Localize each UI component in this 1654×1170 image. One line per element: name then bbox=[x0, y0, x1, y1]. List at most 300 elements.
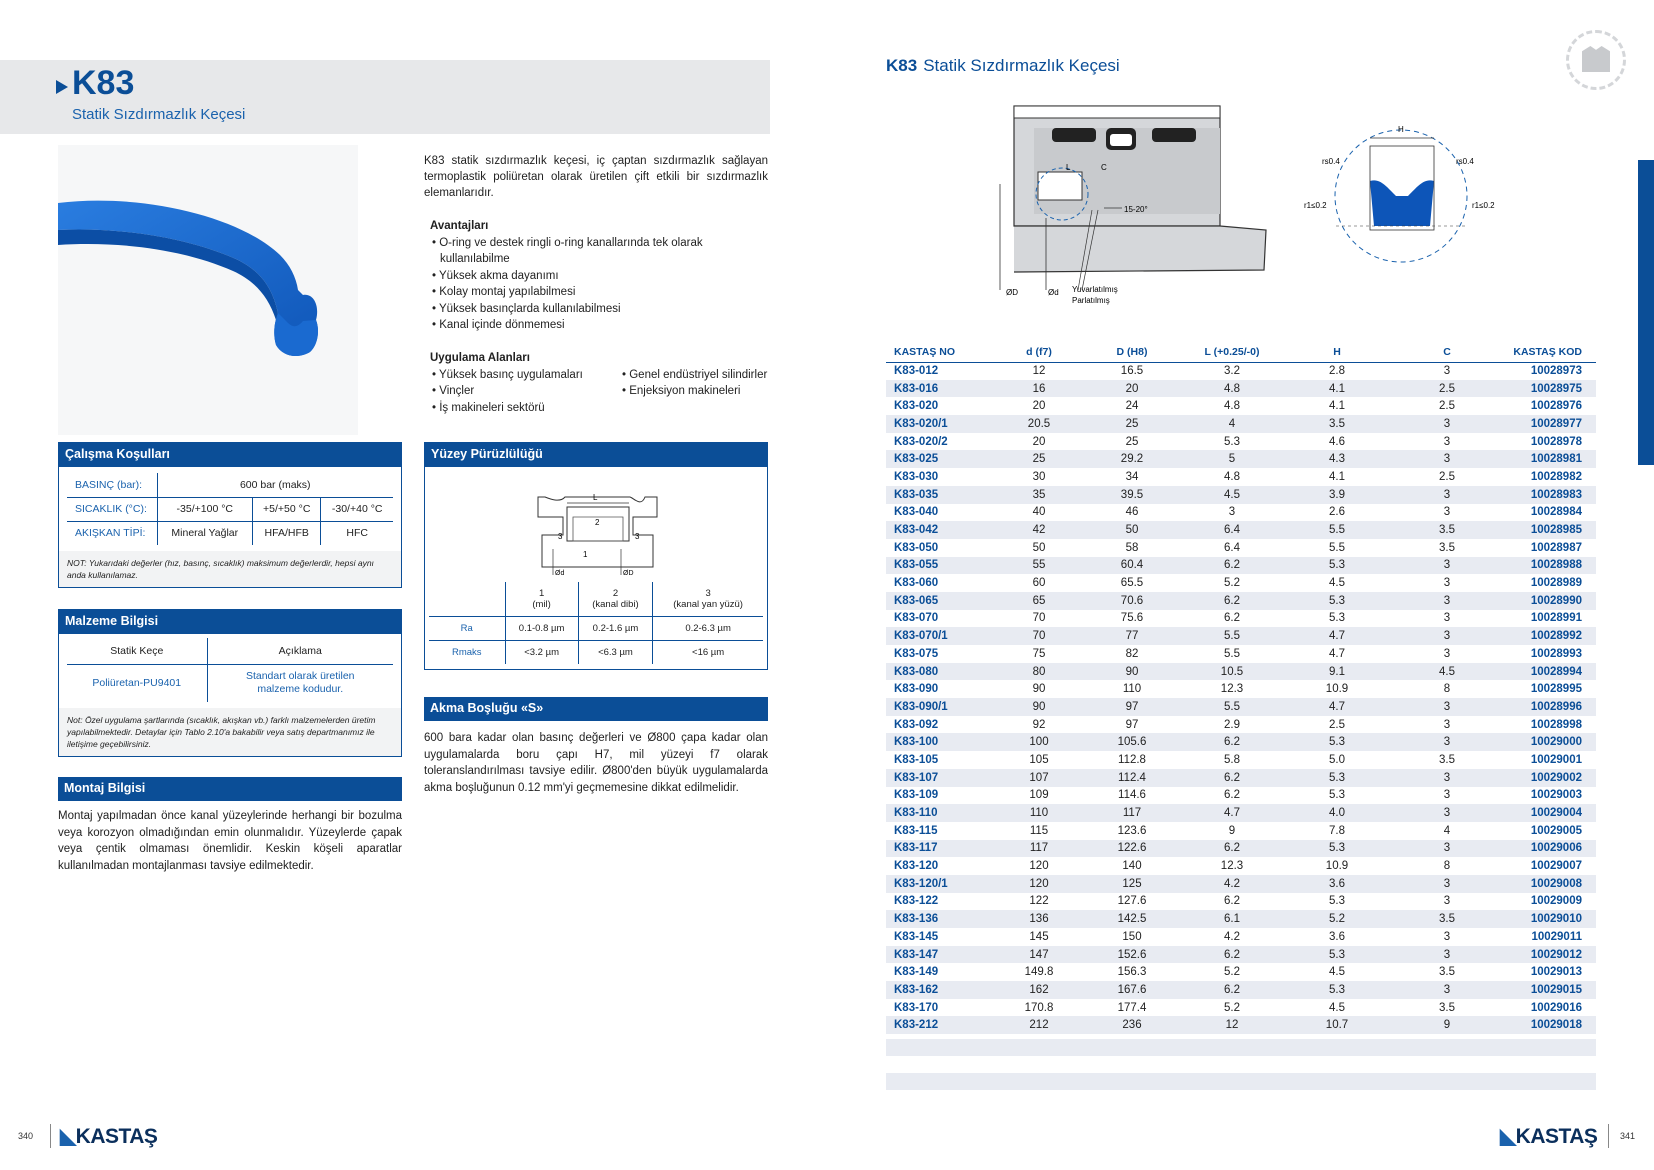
conditions-note: NOT: Yukarıdaki değerler (hız, basınç, sıcaklık) maksimum değerlerdir, hepsi aynı anda kullanılamaz. bbox=[59, 551, 401, 587]
diagram-label-D: ØD bbox=[1006, 288, 1018, 297]
table-cell: 2.5 bbox=[1439, 400, 1455, 413]
table-cell: 3 bbox=[1443, 435, 1451, 448]
table-cell: 5.3 bbox=[1282, 557, 1392, 575]
table-cell: 10028982 bbox=[1530, 470, 1582, 483]
advantages-section bbox=[430, 218, 770, 334]
advantages-heading: Avantajları bbox=[430, 220, 489, 232]
table-cell: 29.2 bbox=[1082, 450, 1182, 468]
table-cell: K83-012 bbox=[894, 365, 939, 378]
table-cell: 127.6 bbox=[1117, 895, 1147, 908]
table-cell: K83-030 bbox=[894, 470, 939, 483]
table-row bbox=[886, 840, 1596, 858]
table-cell: 40 bbox=[1032, 506, 1046, 519]
table-cell: 6.1 bbox=[1182, 910, 1282, 928]
table-cell: 75 bbox=[1032, 647, 1046, 660]
table-cell: 10028985 bbox=[1502, 521, 1596, 539]
table-cell: 10028978 bbox=[1530, 435, 1582, 448]
table-cell: 105 bbox=[1029, 753, 1049, 766]
material-name: Poliüretan-PU9401 bbox=[67, 664, 207, 702]
diagram-label-rs: rs0.4 bbox=[1322, 157, 1340, 166]
table-cell: 3 bbox=[1392, 981, 1502, 999]
conditions-table bbox=[67, 473, 393, 545]
table-cell: 10029015 bbox=[1502, 981, 1596, 999]
material-col-header: Statik Keçe bbox=[67, 638, 207, 664]
table-cell: 20 bbox=[1082, 380, 1182, 398]
table-cell: 5.3 bbox=[1282, 733, 1392, 751]
diagram-label-L: L bbox=[593, 493, 598, 502]
column-header: D (H8) bbox=[1082, 342, 1182, 362]
surface-row-label: Rmaks bbox=[429, 640, 505, 664]
table-cell: K83-117 bbox=[886, 840, 996, 858]
table-cell: 20 bbox=[1032, 435, 1046, 448]
table-row bbox=[886, 1016, 1596, 1034]
table-cell: K83-040 bbox=[894, 506, 939, 519]
table-cell: K83-055 bbox=[886, 557, 996, 575]
diagram-label-angle: 15-20° bbox=[1124, 205, 1148, 214]
table-row bbox=[886, 521, 1596, 539]
table-cell: 12 bbox=[1182, 1016, 1282, 1034]
gap-text: 600 bara kadar olan basınç değerleri ve Ø800 çapa kadar olan uygulamalarda boru çapı H7, mil yüzeyi f7 olarak toleranslandırılması tavsiye edilir. Ø800'den büyük uygulamalarda akma boşluğunun 0.12 mm'yi geçmemesine dikkat edilmelidir. bbox=[424, 732, 768, 794]
table-cell: 4.0 bbox=[1282, 804, 1392, 822]
table-cell: 65.5 bbox=[1120, 577, 1144, 590]
page-number: 340 bbox=[18, 1131, 34, 1141]
book-icon bbox=[1566, 30, 1626, 90]
table-cell: 117 bbox=[996, 840, 1082, 858]
table-row bbox=[886, 893, 1596, 911]
diagram-label-polished: Parlatılmış bbox=[1072, 296, 1110, 305]
table-cell: 3 bbox=[1392, 698, 1502, 716]
table-cell: K83-120 bbox=[894, 860, 939, 873]
table-cell: 12.3 bbox=[1220, 860, 1244, 873]
table-cell: 6.2 bbox=[1224, 895, 1240, 908]
table-cell: 3.6 bbox=[1329, 930, 1345, 943]
table-cell: K83-065 bbox=[886, 592, 996, 610]
chapter-tab bbox=[1638, 160, 1654, 465]
mounting-text: Montaj yapılmadan önce kanal yüzeylerinde herhangi bir bozulma veya korozyon olmadığından emin olunmalıdır. Yüzeylerde çapak veya çentik olmaması önemlidir. Keskin köşeli aparatlar kullanılmadan montajlanması tavsiye edilmektedir. bbox=[58, 810, 402, 872]
table-cell: 6.2 bbox=[1182, 840, 1282, 858]
table-cell: 4.1 bbox=[1329, 470, 1345, 483]
installation-diagram bbox=[986, 100, 1276, 310]
table-cell: 110 bbox=[996, 804, 1082, 822]
table-cell: 16.5 bbox=[1120, 365, 1144, 378]
table-cell: 107 bbox=[996, 769, 1082, 787]
table-cell: K83-016 bbox=[886, 380, 996, 398]
applications-section bbox=[430, 350, 770, 416]
diagram-label-rs: rs0.4 bbox=[1456, 157, 1474, 166]
table-cell: 3 bbox=[1443, 718, 1451, 731]
table-cell: 3 bbox=[1392, 769, 1502, 787]
surface-header: 3 (kanal yan yüzü) bbox=[673, 587, 743, 610]
page-subtitle: Statik Sızdırmazlık Keçesi bbox=[72, 106, 246, 123]
table-cell: 5.3 bbox=[1282, 840, 1392, 858]
surface-box bbox=[424, 442, 768, 670]
table-cell: 10028991 bbox=[1530, 612, 1582, 625]
table-cell: 3.5 bbox=[1439, 966, 1455, 979]
table-cell: 5.0 bbox=[1329, 753, 1345, 766]
list-item: • Vinçler bbox=[430, 383, 600, 400]
table-row bbox=[886, 963, 1596, 981]
table-cell: K83-050 bbox=[894, 541, 939, 554]
table-cell: K83-149 bbox=[894, 966, 939, 979]
column-header: d (f7) bbox=[996, 342, 1082, 362]
table-cell: 9 bbox=[1228, 824, 1236, 837]
table-cell: 10028994 bbox=[1502, 663, 1596, 681]
table-cell: 125 bbox=[1082, 875, 1182, 893]
table-cell: K83-020/2 bbox=[894, 435, 948, 448]
material-box bbox=[58, 609, 402, 757]
table-cell: 122.6 bbox=[1082, 840, 1182, 858]
surface-header: 2 (kanal dibi) bbox=[578, 582, 653, 616]
table-cell: 167.6 bbox=[1082, 981, 1182, 999]
table-cell: 77 bbox=[1082, 627, 1182, 645]
pressure-label: BASINÇ (bar): bbox=[67, 473, 157, 497]
table-cell: 6.4 bbox=[1224, 541, 1240, 554]
table-cell: K83-105 bbox=[894, 753, 939, 766]
diagram-label-rounded: Yuvarlatılmış bbox=[1072, 285, 1118, 294]
table-cell: 97 bbox=[1125, 718, 1139, 731]
diagram-label-2: 2 bbox=[595, 518, 600, 527]
conditions-heading: Çalışma Koşulları bbox=[59, 443, 401, 467]
product-image bbox=[58, 145, 358, 435]
diagram-label-C: C bbox=[1101, 163, 1107, 172]
table-cell: 2.5 bbox=[1329, 718, 1345, 731]
table-cell: 10028992 bbox=[1502, 627, 1596, 645]
table-row bbox=[886, 751, 1596, 769]
table-cell: 3 bbox=[1443, 612, 1451, 625]
table-cell: 5.5 bbox=[1329, 541, 1345, 554]
list-item: • Enjeksiyon makineleri bbox=[620, 383, 767, 400]
table-cell: 10028973 bbox=[1530, 365, 1582, 378]
table-cell: 10028975 bbox=[1502, 380, 1596, 398]
table-cell: 117 bbox=[1082, 804, 1182, 822]
diagram-label-L: L bbox=[1066, 163, 1071, 172]
table-cell: K83-090 bbox=[894, 683, 939, 696]
table-row bbox=[886, 468, 1596, 486]
table-cell: 4.2 bbox=[1182, 875, 1282, 893]
table-cell: 140 bbox=[1122, 860, 1142, 873]
list-item: • Yüksek akma dayanımı bbox=[430, 268, 770, 285]
table-cell: 6.2 bbox=[1224, 789, 1240, 802]
table-cell: 20 bbox=[1032, 400, 1046, 413]
column-header: KASTAŞ NO bbox=[886, 342, 996, 362]
table-cell: 10028995 bbox=[1530, 683, 1582, 696]
material-note: Not: Özel uygulama şartlarında (sıcaklık, akışkan vb.) farklı malzemelerden üretim yapılabilmektedir. Detaylar için Tablo 2.10'a bakabilir veya satış departmanımız ile iletişime geçebilirsiniz. bbox=[59, 708, 401, 756]
table-row bbox=[886, 716, 1596, 734]
fluid-value: HFA/HFB bbox=[253, 521, 321, 545]
table-cell: 3.5 bbox=[1392, 521, 1502, 539]
column-header: C bbox=[1392, 342, 1502, 362]
table-cell: 3 bbox=[1392, 804, 1502, 822]
table-cell: 122 bbox=[1029, 895, 1049, 908]
table-cell: 3 bbox=[1392, 627, 1502, 645]
fluid-value: HFC bbox=[346, 527, 368, 540]
table-cell: 10028984 bbox=[1530, 506, 1582, 519]
table-row bbox=[886, 415, 1596, 433]
table-cell: K83-145 bbox=[894, 930, 939, 943]
table-cell: 10.7 bbox=[1282, 1016, 1392, 1034]
table-cell: 2.8 bbox=[1329, 365, 1345, 378]
table-cell: 10028988 bbox=[1502, 557, 1596, 575]
table-cell: K83-035 bbox=[886, 486, 996, 504]
table-cell: 5.2 bbox=[1224, 1001, 1240, 1014]
table-cell: 10028990 bbox=[1502, 592, 1596, 610]
table-cell: 10029011 bbox=[1531, 930, 1582, 943]
table-cell: 5.3 bbox=[1329, 789, 1345, 802]
table-cell: 16 bbox=[996, 380, 1082, 398]
table-cell: 10028983 bbox=[1502, 486, 1596, 504]
table-cell: 4.8 bbox=[1182, 380, 1282, 398]
table-row bbox=[886, 663, 1596, 681]
table-cell: 4.7 bbox=[1329, 647, 1345, 660]
surface-cell: <6.3 µm bbox=[578, 640, 653, 664]
table-row bbox=[886, 433, 1596, 451]
table-cell: 4.7 bbox=[1282, 698, 1392, 716]
diagram-label-d: Ød bbox=[1048, 288, 1059, 297]
temp-value: -30/+40 °C bbox=[321, 497, 393, 521]
table-row bbox=[886, 627, 1596, 645]
table-cell: 70 bbox=[1032, 612, 1046, 625]
table-cell: 5.3 bbox=[1329, 612, 1345, 625]
list-item: • Yüksek basınçlarda kullanılabilmesi bbox=[430, 301, 770, 318]
right-page-title: K83 Statik Sızdırmazlık Keçesi bbox=[886, 56, 1120, 75]
table-cell: 112.4 bbox=[1082, 769, 1182, 787]
table-cell: 115 bbox=[1029, 824, 1049, 837]
table-cell: 100 bbox=[996, 733, 1082, 751]
table-cell: 12 bbox=[1032, 365, 1046, 378]
list-item: • Kolay montaj yapılabilmesi bbox=[430, 284, 770, 301]
table-cell: 3 bbox=[1392, 840, 1502, 858]
table-cell: 9 bbox=[1392, 1016, 1502, 1034]
table-cell: 92 bbox=[1032, 718, 1046, 731]
footer-divider bbox=[1608, 1124, 1609, 1148]
table-cell: 3 bbox=[1443, 365, 1451, 378]
table-row bbox=[886, 928, 1596, 946]
table-cell: 105.6 bbox=[1082, 733, 1182, 751]
filler-row bbox=[886, 1039, 1596, 1056]
table-cell: 6.2 bbox=[1182, 733, 1282, 751]
column-header: H bbox=[1282, 342, 1392, 362]
list-item: • Genel endüstriyel silindirler bbox=[620, 367, 767, 384]
temp-value: +5/+50 °C bbox=[253, 497, 321, 521]
table-cell: 3 bbox=[1228, 506, 1236, 519]
table-row bbox=[886, 680, 1596, 698]
table-row bbox=[886, 557, 1596, 575]
temp-label: SICAKLIK (°C): bbox=[67, 497, 157, 521]
table-cell: 90 bbox=[1082, 663, 1182, 681]
temp-value: -35/+100 °C bbox=[157, 497, 253, 521]
table-cell: K83-107 bbox=[886, 769, 996, 787]
table-cell: 25 bbox=[1082, 415, 1182, 433]
table-row bbox=[886, 769, 1596, 787]
table-cell: K83-092 bbox=[894, 718, 939, 731]
table-cell: 10029006 bbox=[1502, 840, 1596, 858]
table-cell: K83-109 bbox=[894, 789, 939, 802]
table-cell: 10029012 bbox=[1502, 946, 1596, 964]
table-cell: K83-042 bbox=[886, 521, 996, 539]
table-row bbox=[886, 822, 1596, 840]
table-cell: 50 bbox=[1032, 541, 1046, 554]
table-cell: 6.2 bbox=[1182, 592, 1282, 610]
table-cell: 114.6 bbox=[1118, 789, 1146, 802]
table-cell: 5.2 bbox=[1224, 966, 1240, 979]
table-row bbox=[886, 592, 1596, 610]
table-row bbox=[886, 698, 1596, 716]
material-heading: Malzeme Bilgisi bbox=[59, 610, 401, 634]
surface-cell: <3.2 µm bbox=[505, 640, 578, 664]
table-cell: 6.2 bbox=[1182, 981, 1282, 999]
table-cell: K83-070 bbox=[894, 612, 939, 625]
table-cell: 58 bbox=[1125, 541, 1139, 554]
table-cell: 5.8 bbox=[1224, 753, 1240, 766]
table-cell: 10029013 bbox=[1530, 966, 1582, 979]
surface-table bbox=[429, 582, 763, 664]
table-cell: 35 bbox=[996, 486, 1082, 504]
kastas-logo: ◣KASTAŞ bbox=[60, 1125, 158, 1148]
table-row bbox=[886, 733, 1596, 751]
table-cell: K83-075 bbox=[894, 647, 939, 660]
conditions-box bbox=[58, 442, 402, 588]
table-cell: K83-147 bbox=[886, 946, 996, 964]
table-cell: 136 bbox=[996, 910, 1082, 928]
table-cell: 39.5 bbox=[1082, 486, 1182, 504]
table-cell: 4 bbox=[1182, 415, 1282, 433]
table-cell: 162 bbox=[996, 981, 1082, 999]
pressure-value: 600 bar (maks) bbox=[157, 473, 393, 497]
table-row bbox=[886, 787, 1596, 805]
table-cell: 3.5 bbox=[1439, 541, 1455, 554]
table-cell: 6.2 bbox=[1182, 769, 1282, 787]
surface-header: 1 (mil) bbox=[505, 582, 578, 616]
table-cell: 8 bbox=[1443, 683, 1451, 696]
surface-cell: 0.2-6.3 µm bbox=[653, 616, 763, 640]
surface-row-label: Ra bbox=[429, 616, 505, 640]
table-cell: 8 bbox=[1443, 860, 1451, 873]
table-cell: 25 bbox=[996, 450, 1082, 468]
table-row bbox=[886, 999, 1596, 1017]
table-row bbox=[886, 362, 1596, 380]
applications-heading: Uygulama Alanları bbox=[430, 352, 530, 364]
table-cell: 80 bbox=[996, 663, 1082, 681]
table-cell: 3.5 bbox=[1439, 753, 1455, 766]
table-row bbox=[886, 574, 1596, 592]
description-col-header: Açıklama bbox=[278, 644, 322, 657]
table-cell: 46 bbox=[1125, 506, 1139, 519]
table-row bbox=[886, 504, 1596, 522]
table-row bbox=[886, 486, 1596, 504]
fluid-value: Mineral Yağlar bbox=[157, 521, 253, 545]
table-cell: 10029009 bbox=[1530, 895, 1582, 908]
table-row bbox=[886, 610, 1596, 628]
list-item: • O-ring ve destek ringli o-ring kanallarında tek olarak kullanılabilme bbox=[430, 235, 770, 268]
table-cell: 10028977 bbox=[1502, 415, 1596, 433]
table-cell: 3 bbox=[1443, 577, 1451, 590]
gap-heading: Akma Boşluğu «S» bbox=[424, 697, 768, 721]
table-cell: 10029007 bbox=[1530, 860, 1582, 873]
table-cell: 5.3 bbox=[1282, 769, 1392, 787]
mounting-heading: Montaj Bilgisi bbox=[58, 777, 402, 801]
table-cell: 3 bbox=[1392, 946, 1502, 964]
table-cell: 3 bbox=[1392, 557, 1502, 575]
table-cell: 82 bbox=[1125, 647, 1139, 660]
table-cell: 236 bbox=[1082, 1016, 1182, 1034]
footer-divider bbox=[50, 1124, 51, 1148]
table-cell: 70 bbox=[996, 627, 1082, 645]
table-cell: 60.4 bbox=[1082, 557, 1182, 575]
table-cell: K83-162 bbox=[886, 981, 996, 999]
diagram-label-3: 3 bbox=[558, 532, 563, 541]
table-cell: K83-122 bbox=[894, 895, 939, 908]
table-cell: 3 bbox=[1392, 875, 1502, 893]
table-cell: 212 bbox=[996, 1016, 1082, 1034]
table-row bbox=[886, 946, 1596, 964]
diagram-label-r1: r1≤0.2 bbox=[1472, 201, 1495, 210]
table-cell: 2.6 bbox=[1329, 506, 1345, 519]
table-cell: 4.3 bbox=[1282, 450, 1392, 468]
table-cell: 6.4 bbox=[1182, 521, 1282, 539]
table-cell: 10028981 bbox=[1502, 450, 1596, 468]
table-cell: 25 bbox=[1125, 435, 1139, 448]
table-cell: 90 bbox=[1032, 683, 1046, 696]
list-item: • İş makineleri sektörü bbox=[430, 400, 600, 417]
table-cell: 110 bbox=[1122, 683, 1142, 696]
table-cell: 2.5 bbox=[1439, 470, 1455, 483]
table-cell: K83-060 bbox=[894, 577, 939, 590]
table-cell: 112.8 bbox=[1118, 753, 1146, 766]
table-cell: K83-025 bbox=[886, 450, 996, 468]
column-header: L (+0.25/-0) bbox=[1182, 342, 1282, 362]
table-cell: 42 bbox=[996, 521, 1082, 539]
table-cell: 5.2 bbox=[1224, 577, 1240, 590]
table-cell: 3 bbox=[1392, 450, 1502, 468]
table-cell: 10.9 bbox=[1325, 683, 1349, 696]
table-cell: 4 bbox=[1443, 824, 1451, 837]
table-cell: 10029010 bbox=[1502, 910, 1596, 928]
table-cell: 120 bbox=[996, 875, 1082, 893]
diagram-label-1: 1 bbox=[583, 550, 588, 559]
table-cell: 10028993 bbox=[1530, 647, 1582, 660]
table-row bbox=[886, 539, 1596, 557]
table-cell: 4.1 bbox=[1282, 380, 1392, 398]
table-cell: 4.5 bbox=[1182, 486, 1282, 504]
table-cell: K83-020/1 bbox=[886, 415, 996, 433]
diagram-label-d: Ød bbox=[555, 570, 565, 577]
table-cell: 4.1 bbox=[1329, 400, 1345, 413]
table-cell: 170.8 bbox=[1024, 1001, 1054, 1014]
table-cell: 55 bbox=[996, 557, 1082, 575]
table-cell: 3.6 bbox=[1282, 875, 1392, 893]
table-cell: 50 bbox=[1082, 521, 1182, 539]
table-cell: 10029018 bbox=[1502, 1016, 1596, 1034]
table-cell: K83-136 bbox=[886, 910, 996, 928]
fluid-label: AKIŞKAN TİPİ: bbox=[67, 521, 157, 545]
table-cell: 3.5 bbox=[1282, 415, 1392, 433]
table-cell: 152.6 bbox=[1082, 946, 1182, 964]
diagram-label-D: ØD bbox=[623, 570, 634, 577]
table-cell: K83-100 bbox=[886, 733, 996, 751]
table-cell: 4.7 bbox=[1182, 804, 1282, 822]
table-cell: 5.5 bbox=[1282, 521, 1392, 539]
table-cell: 10029005 bbox=[1530, 824, 1582, 837]
table-cell: 10029016 bbox=[1530, 1001, 1582, 1014]
table-cell: 4.5 bbox=[1329, 966, 1345, 979]
table-cell: K83-110 bbox=[886, 804, 996, 822]
table-cell: 2.5 bbox=[1392, 380, 1502, 398]
table-row bbox=[886, 875, 1596, 893]
table-cell: 5 bbox=[1182, 450, 1282, 468]
diagram-label-H: H bbox=[1398, 125, 1404, 134]
table-cell: 4.7 bbox=[1282, 627, 1392, 645]
table-cell: 5.5 bbox=[1182, 627, 1282, 645]
